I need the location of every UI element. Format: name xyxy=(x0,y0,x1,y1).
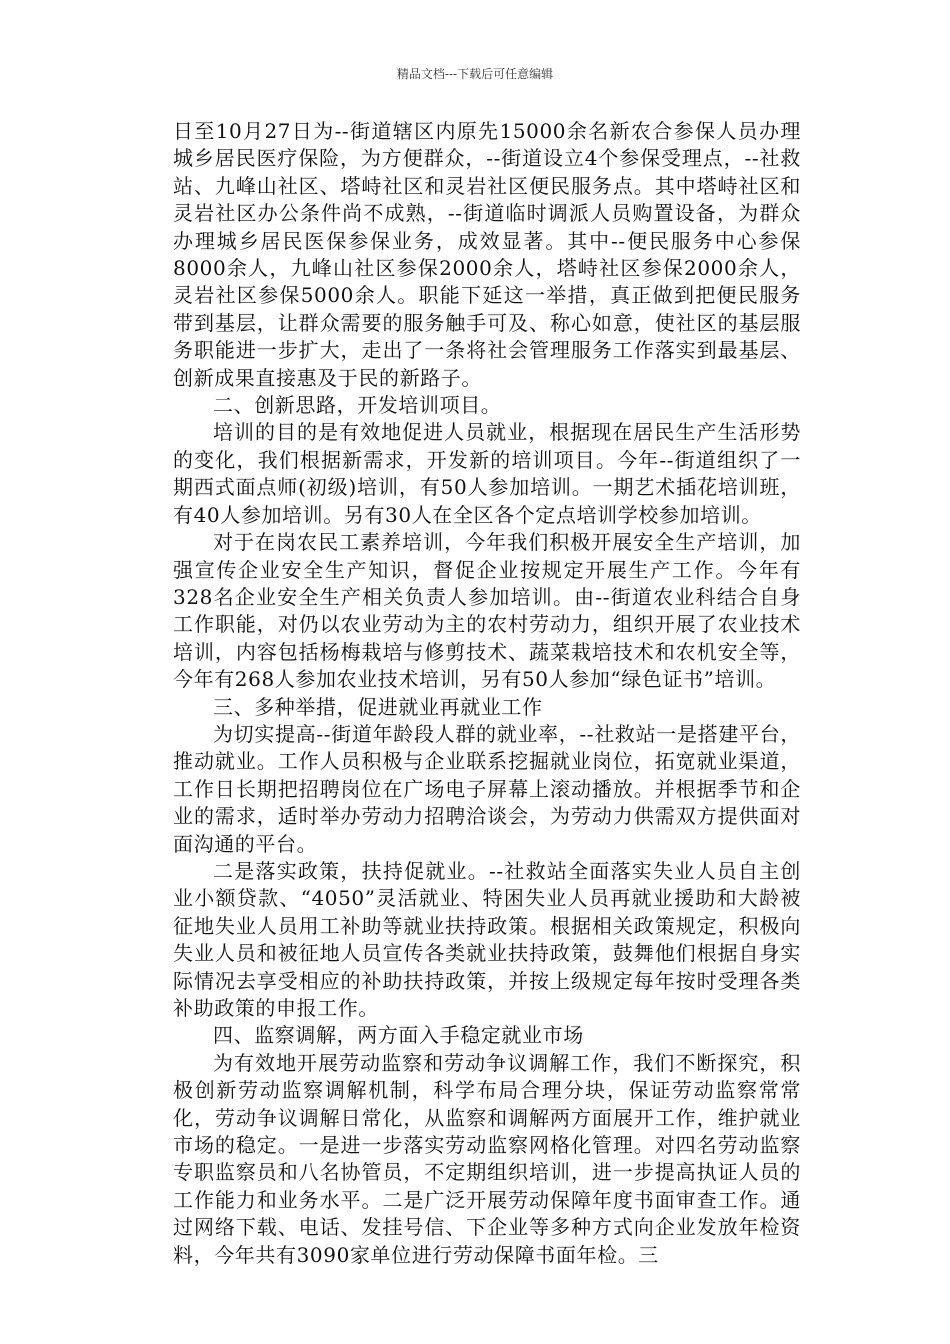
paragraph: 二是落实政策，扶持促就业。--社救站全面落实失业人员自主创业小额贷款、“4050”灵活就业、特困失业人员再就业援助和大龄被征地失业人员用工补助等就业扶持政策。根据相关政策规定，积极向失业人员和被征地人员宣传各类就业扶持政策，鼓舞他们根据自身实际情况去享受相应的补助扶持政策，并按上级规定每年按时受理各类补助政策的申报工作。 xyxy=(173,858,801,1020)
paragraph-continued: 日至10月27日为--街道辖区内原先15000余名新农合参保人员办理城乡居民医疗保险，为方便群众，--街道设立4个参保受理点，--社救站、九峰山社区、塔峙社区和灵岩社区便民服务点。其中塔峙社区和灵岩社区办公条件尚不成熟，--街道临时调派人员购置设备，为群众办理城乡居民医保参保业务，成效显著。其中--便民服务中心参保8000余人，九峰山社区参保2000余人，塔峙社区参保2000余人，灵岩社区参保5000余人。职能下延这一举措，真正做到把便民服务带到基层，让群众需要的服务触手可及、称心如意，使社区的基层服务职能进一步扩大，走出了一条将社会管理服务工作落实到最基层、创新成果直接惠及于民的新路子。 xyxy=(173,119,801,390)
section-heading-2: 二、创新思路，开发培训项目。 xyxy=(213,393,502,418)
page-header: 精品文档---下载后可任意编辑 xyxy=(396,67,554,81)
paragraph: 为有效地开展劳动监察和劳动争议调解工作，我们不断探究，积极创新劳动监察调解机制，科学布局合理分块，保证劳动监察常常化，劳动争议调解日常化，从监察和调解两方面展开工作，维护就业市场的稳定。一是进一步落实劳动监察网格化管理。对四名劳动监察专职监察员和八名协管员，不定期组织培训，进一步提高执证人员的工作能力和业务水平。二是广泛开展劳动保障年度书面审查工作。通过网络下载、电话、发挂号信、下企业等多种方式向企业发放年检资料，今年共有3090家单位进行劳动保障书面年检。三 xyxy=(173,1050,801,1267)
paragraph: 培训的目的是有效地促进人员就业，根据现在居民生产生活形势的变化，我们根据新需求，开发新的培训项目。今年--街道组织了一期西式面点师(初级)培训，有50人参加培训。一期艺术插花培训班，有40人参加培训。另有30人在全区各个定点培训学校参加培训。 xyxy=(173,420,801,527)
document-body xyxy=(173,118,801,1269)
section-heading-3: 三、多种举措，促进就业再就业工作 xyxy=(213,694,543,719)
section-heading-4: 四、监察调解，两方面入手稳定就业市场 xyxy=(213,1023,584,1048)
paragraph: 对于在岗农民工素养培训，今年我们积极开展安全生产培训，加强宣传企业安全生产知识，督促企业按规定开展生产工作。今年有328名企业安全生产相关负责人参加培训。由--街道农业科结合自身工作职能，对仍以农业劳动为主的农村劳动力，组织开展了农业技术培训，内容包括杨梅栽培与修剪技术、蔬菜栽培技术和农机安全等，今年有268人参加农业技术培训，另有50人参加“绿色证书”培训。 xyxy=(173,530,801,692)
paragraph: 为切实提高--街道年龄段人群的就业率，--社救站一是搭建平台，推动就业。工作人员积极与企业联系挖掘就业岗位，拓宽就业渠道，工作日长期把招聘岗位在广场电子屏幕上滚动播放。并根据季节和企业的需求，适时举办劳动力招聘洽谈会，为劳动力供需双方提供面对面沟通的平台。 xyxy=(173,721,801,856)
